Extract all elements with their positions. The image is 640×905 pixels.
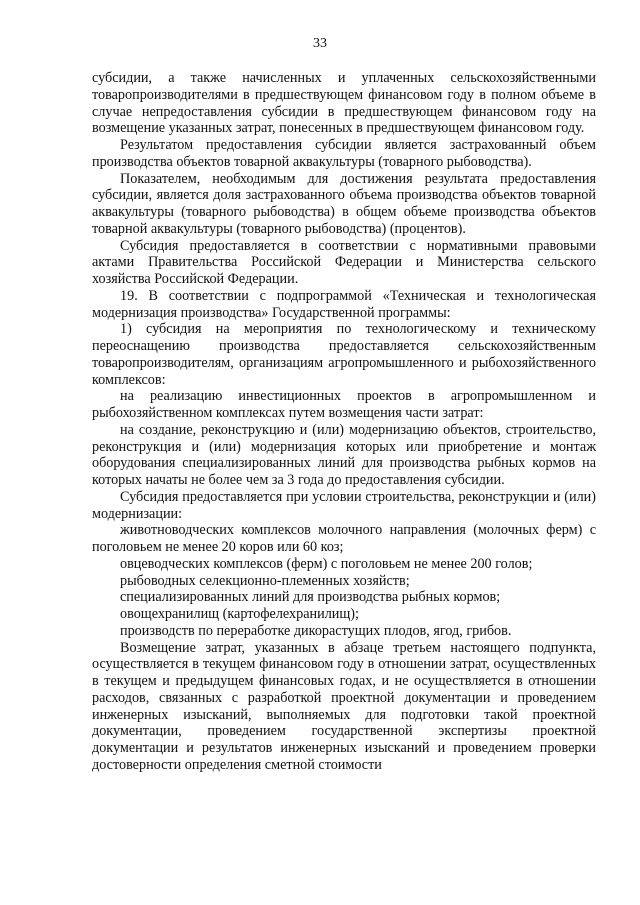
page-number: 33 (313, 36, 327, 51)
list-item-dairy-farms: животноводческих комплексов молочного направления (молочных ферм) с поголовьем не менее 20 коров или 60 коз; (92, 522, 596, 555)
paragraph-conditions: Субсидия предоставляется при условии строительства, реконструкции и (или) модернизации: (92, 488, 596, 522)
paragraph-section-19: 19. В соответствии с подпрограммой «Техническая и технологическая модернизация производства» Государственной программы: (92, 287, 596, 321)
list-item-vegetable-storage: овощехранилищ (картофелехранилищ); (120, 606, 359, 622)
list-item-fish-feed-lines: специализированных линий для производства рыбных кормов; (120, 589, 501, 606)
paragraph-investment-projects: на реализацию инвестиционных проектов в агропромышленном и рыбохозяйственном комплексах путем возмещения части затрат: (92, 388, 596, 421)
list-item-fish-breeding: рыбоводных селекционно-племенных хозяйств; (120, 572, 410, 589)
paragraph-indicator: Показателем, необходимым для достижения результата предоставления субсидии, является доля застрахованного объема производства объектов товарной аквакультуры (товарного рыбоводства) в общем объеме производства объектов товарной аквакультуры (товарного рыбоводства) (процентов). (92, 170, 596, 237)
paragraph-subsidy-1: 1) субсидия на мероприятия по технологическому и техническому переоснащению производства предоставляется сельскохозяйственным товаропроизводителям, организациям агропромышленного и рыбохозяйственного комплексов: (92, 321, 596, 388)
paragraph-continuation: субсидии, а также начисленных и уплаченных сельскохозяйственными товаропроизводителями в предшествующем финансовом году в полном объеме в случае непредоставления субсидии в предшествующем финансовом году на возмещение указанных затрат, понесенных в предшествующем финансовом году. (92, 70, 596, 137)
list-item-wild-fruit-processing: производств по переработке дикорастущих плодов, ягод, грибов. (120, 622, 512, 639)
paragraph-legal-basis: Субсидия предоставляется в соответствии с нормативными правовыми актами Правительства Российской Федерации и Министерства сельского хозяйства Российской Федерации. (92, 237, 596, 287)
paragraph-construction: на создание, реконструкцию и (или) модернизацию объектов, строительство, реконструкция и (или) модернизация которых или приобретение и монтаж оборудования специализированных линий для производства рыбных кормов на которых начаты не более чем за 3 года до предоставления субсидии. (92, 421, 596, 488)
list-item-sheep-farms: овцеводческих комплексов (ферм) с поголовьем не менее 200 голов; (120, 555, 533, 572)
paragraph-cost-reimbursement: Возмещение затрат, указанных в абзаце третьем настоящего подпункта, осуществляется в текущем финансовом году в отношении затрат, осуществленных в текущем и предыдущем финансовых годах, и не осуществляется в отношении расходов, связанных с разработкой проектной документации и проведением инженерных изысканий, выполняемых для подготовки такой проектной документации, проведением государственной экспертизы проектной документации и результатов инженерных изысканий и проведением проверки достоверности определения сметной стоимости (92, 639, 596, 773)
paragraph-result: Результатом предоставления субсидии является застрахованный объем производства объектов товарной аквакультуры (товарного рыбоводства). (92, 137, 596, 170)
document-body (92, 70, 596, 774)
